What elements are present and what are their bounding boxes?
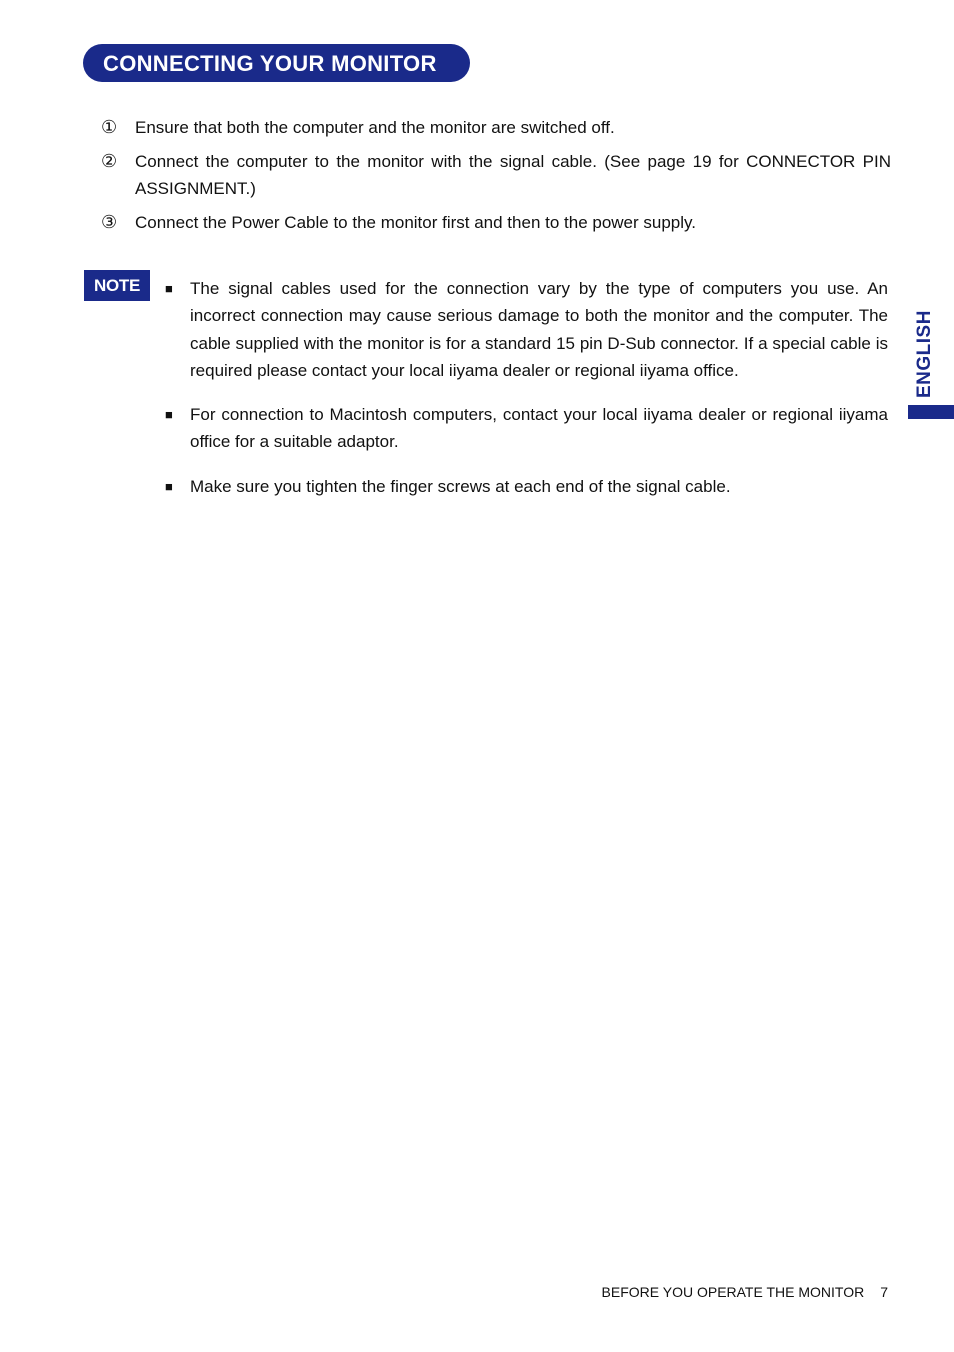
step-text: Ensure that both the computer and the monitor are switched off. [135, 118, 615, 137]
language-tab-label: ENGLISH [914, 310, 935, 398]
page-footer [602, 1284, 888, 1300]
note-text: The signal cables used for the connection vary by the type of computers you use. An incorrect connection may cause serious damage to both the monitor and the computer. The cable supplied with the monitor is for a standard 15 pin D-Sub connector. If a special cable is required please contact your local iiyama dealer or regional iiyama office. [190, 279, 888, 380]
steps-list [101, 114, 891, 243]
step-number: ① [101, 117, 118, 137]
note-text: For connection to Macintosh computers, contact your local iiyama dealer or regional iiyama office for a suitable adaptor. [190, 405, 888, 452]
section-title: CONNECTING YOUR MONITOR [83, 44, 470, 82]
notes-list [165, 275, 888, 517]
language-tab-marker [908, 405, 954, 419]
square-bullet-icon: ■ [165, 407, 173, 423]
step-text: Connect the Power Cable to the monitor first and then to the power supply. [135, 213, 696, 232]
note-item [165, 401, 888, 456]
step-number: ② [101, 151, 118, 171]
note-text: Make sure you tighten the finger screws at each end of the signal cable. [190, 476, 731, 496]
note-badge: NOTE [84, 270, 150, 301]
page-number: 7 [880, 1284, 888, 1300]
square-bullet-icon: ■ [165, 478, 173, 494]
footer-section-title: BEFORE YOU OPERATE THE MONITOR [601, 1284, 865, 1300]
step-text: Connect the computer to the monitor with the signal cable. (See page 19 for CONNECTOR PIN ASSIGNMENT.) [135, 152, 891, 198]
step-item [101, 209, 891, 236]
note-item [165, 473, 888, 500]
note-item [165, 275, 888, 384]
step-item [101, 148, 891, 202]
step-item [101, 114, 891, 141]
square-bullet-icon: ■ [165, 281, 173, 296]
step-number: ③ [101, 212, 118, 232]
